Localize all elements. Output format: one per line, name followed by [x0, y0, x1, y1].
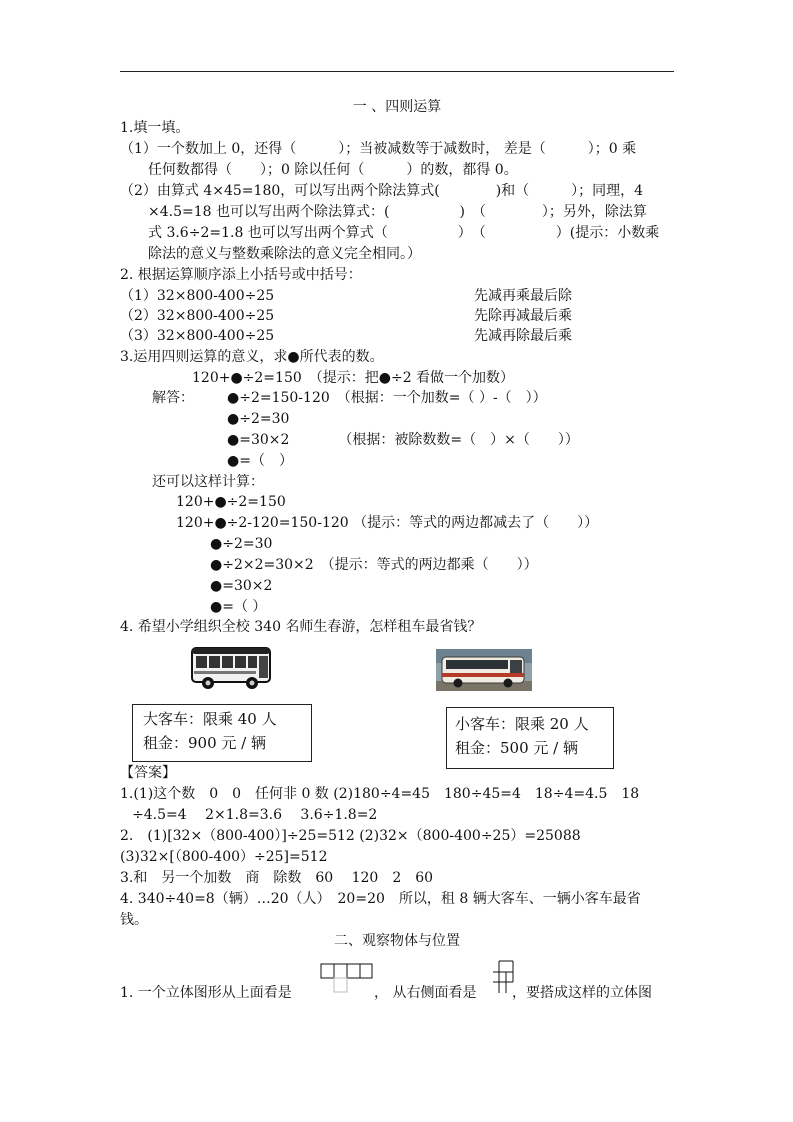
- answer-line: 4. 340÷40=8（辆）…20（人） 20=20 所以，租 8 辆大客车、一辆小客车最省: [120, 891, 641, 907]
- answers-heading: 【答案】: [120, 765, 176, 781]
- q3-alt-step: 120+●÷2=150: [176, 494, 286, 510]
- s2-q1-text-b: ， 从右侧面看是: [374, 985, 477, 1001]
- s2-q1-text-c: ，要搭成这样的立体图: [512, 985, 652, 1001]
- q2-hint: 先减再除最后乘: [474, 328, 572, 344]
- large-bus-capacity: 大客车：限乘 40 人: [143, 710, 277, 728]
- q3-step: ●÷2=150-120 （根据：一个加数=（ ）-（ ））: [227, 390, 547, 406]
- s2-q1-text-a: 1. 一个立体图形从上面看是: [120, 985, 292, 1001]
- q2-expression: （3）32×800-400÷25: [120, 328, 275, 344]
- small-bus-info-box: [446, 707, 614, 769]
- small-bus-capacity: 小客车：限乘 20 人: [455, 715, 589, 733]
- q2-expression: （2）32×800-400÷25: [120, 308, 275, 324]
- q3-step: ●÷2=30: [227, 411, 290, 427]
- q3-alt-step: ●÷2=30: [210, 536, 273, 552]
- q4-heading: 4. 希望小学组织全校 340 名师生春游，怎样租车最省钱？: [120, 619, 482, 635]
- large-bus-info-box: [132, 704, 312, 762]
- q1-heading: 1.填一填。: [120, 120, 190, 136]
- answer-line: (3)32×[（800-400）÷25]=512: [120, 849, 328, 865]
- q3-alt-step: ●=30×2: [210, 578, 273, 594]
- q1-line: 任何数都得（ ）；0 除以任何（ ）的数，都得 0。: [148, 162, 518, 178]
- section2-title: 二、观察物体与位置: [334, 933, 460, 949]
- large-bus-image: [190, 645, 274, 695]
- q3-heading: 3.运用四则运算的意义，求●所代表的数。: [120, 349, 384, 365]
- q3-alt-heading: 还可以这样计算：: [152, 474, 264, 490]
- q1-line: 式 3.6÷2=1.8 也可以写出两个算式（ ） （ ）(提示：小数乘: [148, 225, 660, 241]
- answer-line: 钱。: [120, 912, 148, 928]
- q3-step: ●=（ ）: [227, 453, 293, 469]
- small-bus-rent: 租金：500 元 / 辆: [455, 739, 578, 757]
- q3-step: ●=30×2 （根据：被除数数=（ ）×（ ））: [227, 432, 579, 448]
- q1-line: （2）由算式 4×45=180，可以写出两个除法算式( )和（ ）；同理，4: [120, 183, 644, 199]
- q2-hint: 先减再乘最后除: [474, 288, 572, 304]
- q3-alt-step: ●÷2×2=30×2 （提示：等式的两边都乘（ ））: [210, 557, 538, 573]
- q1-line: 除法的意义与整数乘除法的意义完全相同。）: [148, 246, 421, 262]
- answer-line: 3.和 另一个加数 商 除数 60 120 2 60: [120, 870, 434, 886]
- top-view-figure: [320, 963, 374, 999]
- q3-alt-step: 120+●÷2-120=150-120 （提示：等式的两边都减去了（ ））: [176, 515, 599, 531]
- q3-equation: 120+●÷2=150 （提示：把●÷2 看做一个加数）: [192, 370, 515, 386]
- q2-heading: 2. 根据运算顺序添上小括号或中括号：: [120, 267, 362, 283]
- q1-line: ×4.5=18 也可以写出两个除法算式：( ) （ ）；另外，除法算: [148, 204, 647, 220]
- section1-title: 一 、四则运算: [352, 99, 442, 115]
- answer-line: 2. (1)[32×（800-400）]÷25=512 (2)32×（800-400÷25）=25088: [120, 828, 581, 844]
- header-rule: [120, 71, 674, 72]
- q1-line: （1）一个数加上 0，还得（ ）；当被减数等于减数时， 差是（ ）；0 乘: [120, 141, 637, 157]
- small-bus-image: [436, 649, 532, 695]
- q3-answer-label: 解答：: [152, 390, 194, 406]
- answer-line: 1.(1)这个数 0 0 任何非 0 数 (2)180÷4=45 180÷45=4 18÷4=4.5 18: [120, 786, 640, 802]
- q2-hint: 先除再减最后乘: [474, 308, 572, 324]
- q3-alt-step: ●=（ ）: [210, 599, 267, 615]
- large-bus-rent: 租金：900 元 / 辆: [143, 734, 266, 752]
- answer-line: ÷4.5=4 2×1.8=3.6 3.6÷1.8=2: [132, 807, 378, 823]
- q2-expression: （1）32×800-400÷25: [120, 288, 275, 304]
